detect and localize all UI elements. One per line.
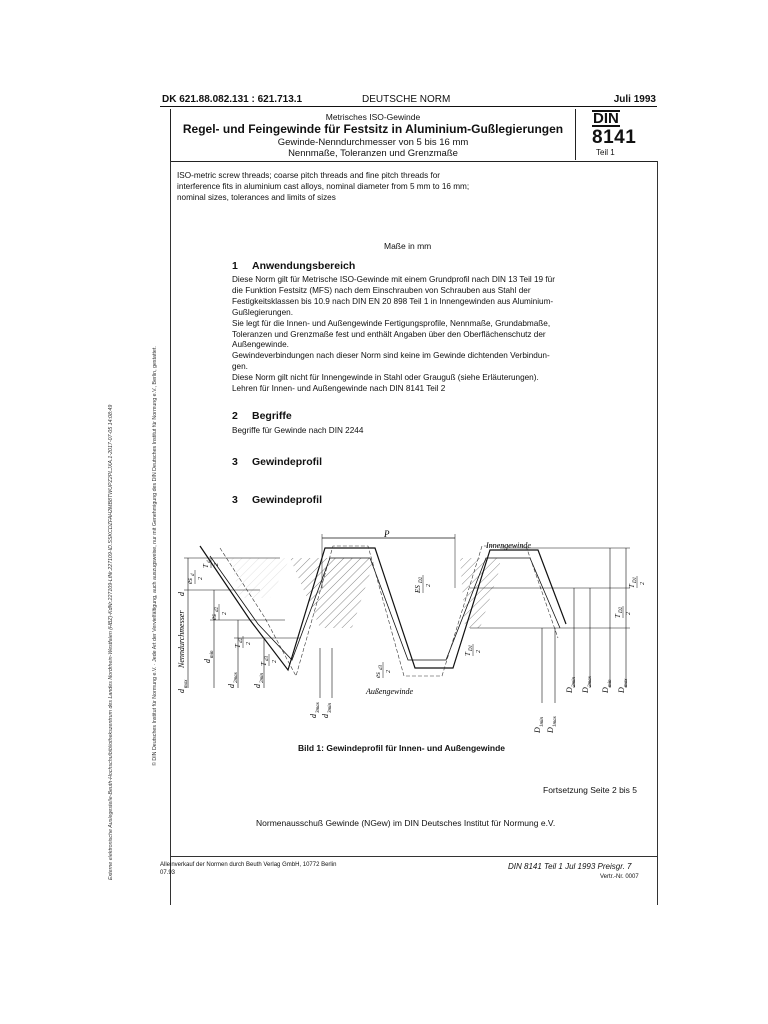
d3max-label: d xyxy=(309,714,318,718)
svg-text:es: es xyxy=(210,614,218,620)
title-line4: Nennmaße, Toleranzen und Grenzmaße xyxy=(288,148,458,159)
d-label: d xyxy=(177,592,186,596)
din-number: 8141 xyxy=(592,127,637,148)
d2max-subscript: 2max xyxy=(234,672,239,683)
svg-text:2: 2 xyxy=(386,670,392,673)
d2min-subscript: 2min xyxy=(260,673,265,683)
dmin-subscript: min xyxy=(210,650,215,658)
dmax-subscript: max xyxy=(184,679,189,688)
svg-text:d2: d2 xyxy=(239,638,244,643)
right-margin-rule xyxy=(657,161,658,905)
section-number: 1 xyxy=(232,260,238,272)
svg-text:d: d xyxy=(191,573,196,576)
title-box xyxy=(170,109,657,162)
continuation-note: Fortsetzung Seite 2 bis 5 xyxy=(543,785,638,795)
body-line: Lehren für Innen- und Außengewinde nach DIN 8141 Teil 2 xyxy=(232,384,446,394)
body-line: Diese Norm gilt nicht für Innengewinde in Stahl oder Grauguß (siehe Erläuterungen). xyxy=(232,373,539,383)
D1min-label: D xyxy=(533,727,542,733)
section-title: Anwendungsbereich xyxy=(252,260,356,272)
svg-text:D2: D2 xyxy=(419,576,424,583)
footer-code: 07.93 xyxy=(160,870,176,876)
es-D2-fraction xyxy=(414,575,432,594)
dmin-label: d xyxy=(203,659,212,663)
svg-text:2: 2 xyxy=(198,577,204,580)
section-number: 3 xyxy=(232,456,238,468)
svg-text:D1: D1 xyxy=(469,644,474,651)
svg-text:T: T xyxy=(234,644,242,648)
Dmin-label: D xyxy=(601,687,610,693)
title-small: Metrisches ISO-Gewinde xyxy=(325,112,421,122)
title-main: Regel- und Feingewinde für Festsitz in Aluminium-Gußlegierungen xyxy=(182,122,564,136)
document-type: DEUTSCHE NORM xyxy=(362,94,451,105)
intro-line: interference fits in aluminium cast alloys, nominal diameter from 5 mm to 16 mm; xyxy=(177,182,470,191)
svg-text:d2: d2 xyxy=(215,607,220,612)
svg-text:2: 2 xyxy=(214,563,220,566)
d3max-subscript: 3max xyxy=(316,702,321,713)
internal-thread-hatch xyxy=(290,558,375,628)
section-3-heading xyxy=(232,456,322,468)
svg-text:ES: ES xyxy=(414,585,422,593)
t-d-fraction xyxy=(202,558,220,568)
committee-line: Normenausschuß Gewinde (NGew) im DIN Deutsches Institut für Normung e.V. xyxy=(256,818,556,828)
din-logo: DIN xyxy=(593,110,619,127)
section-number: 2 xyxy=(232,410,238,422)
Dmax-label: D xyxy=(617,687,626,693)
D1min-subscript: 1min xyxy=(540,717,545,727)
svg-text:T: T xyxy=(260,662,268,666)
thread-profile-figure xyxy=(170,528,657,738)
dk-classification: DK 621.88.082.131 : 621.713.1 xyxy=(162,94,303,105)
internal-thread-hatch xyxy=(460,558,500,628)
t-D1-fraction-inner xyxy=(464,644,482,656)
body-line: Gewindeverbindungen nach dieser Norm sind keine im Gewinde dichtenden Verbindun- xyxy=(232,351,550,361)
section-number: 3 xyxy=(232,494,238,506)
svg-text:d3: d3 xyxy=(265,656,270,661)
din-number-box xyxy=(575,109,657,160)
footer-vertr: Vertr.-Nr. 0007 xyxy=(600,874,639,880)
body-line: Diese Norm gilt für Metrische ISO-Gewinde mit einem Grundprofil nach DIN 13 Teil 19 für xyxy=(232,275,555,284)
body-line: Gußlegierungen. xyxy=(232,307,293,317)
title-line3: Gewinde-Nenndurchmesser von 5 bis 16 mm xyxy=(277,137,469,148)
section-1-body xyxy=(232,275,632,395)
intro-line: ISO-metric screw threads; coarse pitch threads and fine pitch threads for xyxy=(177,171,441,180)
D2min-subscript: 2min xyxy=(572,677,577,687)
footer-rule xyxy=(170,856,657,857)
body-line: Festigkeitsklassen bis 10.9 nach DIN EN 20 898 Teil 1 in Innengewinden aus Aluminium- xyxy=(232,296,554,306)
section-3-heading-repeat xyxy=(232,494,322,506)
body-line: gen. xyxy=(232,362,248,372)
d2max-label: d xyxy=(227,684,236,688)
body-line: die Funktion Festsitz (MFS) nach dem Einschrauben von Schrauben aus Stahl der xyxy=(232,285,531,295)
section-title: Gewindeprofil xyxy=(252,494,323,506)
d3min-subscript: 3min xyxy=(328,703,333,713)
d2min-label: d xyxy=(253,684,262,688)
section-2-body xyxy=(232,426,632,437)
es-d-fraction xyxy=(186,570,204,584)
internal-thread-label: Innengewinde xyxy=(486,541,531,550)
body-line: Außengewinde. xyxy=(232,340,289,350)
svg-text:2: 2 xyxy=(272,660,278,663)
svg-text:2: 2 xyxy=(626,612,632,615)
es-d2-fraction xyxy=(210,604,228,620)
svg-text:es: es xyxy=(186,578,194,584)
Dmax-subscript: max xyxy=(624,678,629,687)
t-d3-fraction xyxy=(260,654,278,666)
D2max-label: D xyxy=(581,687,590,693)
nominal-diameter-label: Nenndurchmesser xyxy=(177,610,186,668)
svg-text:d: d xyxy=(207,560,212,563)
english-title xyxy=(177,170,637,203)
svg-text:T: T xyxy=(464,652,472,656)
pitch-label: P xyxy=(384,529,390,539)
body-line: Begriffe für Gewinde nach DIN 2244 xyxy=(232,426,364,435)
margin-vertical-text-2: © DIN Deutsches Institut für Normung e.V. · Jede Art der Vervielfältigung, auch auszugsweise, nur mit Genehmigung des DIN Deutsches Institut für Normung e.V., Berlin, gestattet. xyxy=(152,346,158,766)
body-line: Sie legt für die Innen- und Außengewinde Fertigungsprofile, Nennmaße, Grundabmaße, xyxy=(232,318,551,328)
svg-text:T: T xyxy=(202,564,210,568)
svg-text:T: T xyxy=(614,614,622,618)
section-2-heading xyxy=(232,410,292,422)
svg-text:2: 2 xyxy=(246,642,252,645)
figure-caption: Bild 1: Gewindeprofil für Innen- und Außengewinde xyxy=(298,743,505,753)
units-note: Maße in mm xyxy=(384,241,432,251)
es-d3-fraction xyxy=(374,662,392,678)
svg-text:es: es xyxy=(374,672,382,678)
Dmin-subscript: min xyxy=(608,679,613,687)
publication-date: Juli 1993 xyxy=(613,94,656,105)
external-thread-label: Außengewinde xyxy=(366,687,414,696)
d3min-label: d xyxy=(321,714,330,718)
margin-vertical-text-1: Externe elektronische Auslegestelle-Beuth-Hochschulbibliothekszentrum des Landes Nordrhein-Westfalen (HBZ)-KdNr.227109-LfNr.227109-ID.SSKCDZFAH2MB8TWUPZ2PLJXA.1-2017-07-05 14:08:49 xyxy=(108,404,114,880)
D2min-label: D xyxy=(565,687,574,693)
D1max-subscript: 1max xyxy=(553,716,558,727)
body-line: Toleranzen und Grenzmaße fest und enthält Angaben über den Oberflächenschutz der xyxy=(232,329,546,339)
svg-text:d3: d3 xyxy=(379,665,384,670)
header-rule xyxy=(160,106,657,107)
D1max-label: D xyxy=(546,727,555,733)
header-line xyxy=(162,94,656,106)
footer-reference: DIN 8141 Teil 1 Jul 1993 Preisgr. 7 xyxy=(508,862,632,871)
footer-publisher: Alleinverkauf der Normen durch Beuth Verlag GmbH, 10772 Berlin xyxy=(160,862,337,868)
svg-text:2: 2 xyxy=(476,650,482,653)
t-D1-fraction xyxy=(628,576,646,588)
svg-text:T: T xyxy=(628,584,636,588)
intro-line: nominal sizes, tolerances and limits of sizes xyxy=(177,193,336,202)
svg-text:2: 2 xyxy=(222,612,228,615)
t-D2-fraction xyxy=(614,606,632,618)
svg-text:D1: D1 xyxy=(633,576,638,583)
section-1-heading xyxy=(232,260,355,272)
section-title: Gewindeprofil xyxy=(252,456,323,468)
din-part: Teil 1 xyxy=(596,148,615,157)
dmax-label: d xyxy=(177,689,186,693)
svg-text:D2: D2 xyxy=(619,606,624,613)
svg-text:2: 2 xyxy=(426,584,432,587)
svg-text:2: 2 xyxy=(640,582,646,585)
D2max-subscript: 2max xyxy=(588,676,593,687)
section-title: Begriffe xyxy=(252,410,292,422)
